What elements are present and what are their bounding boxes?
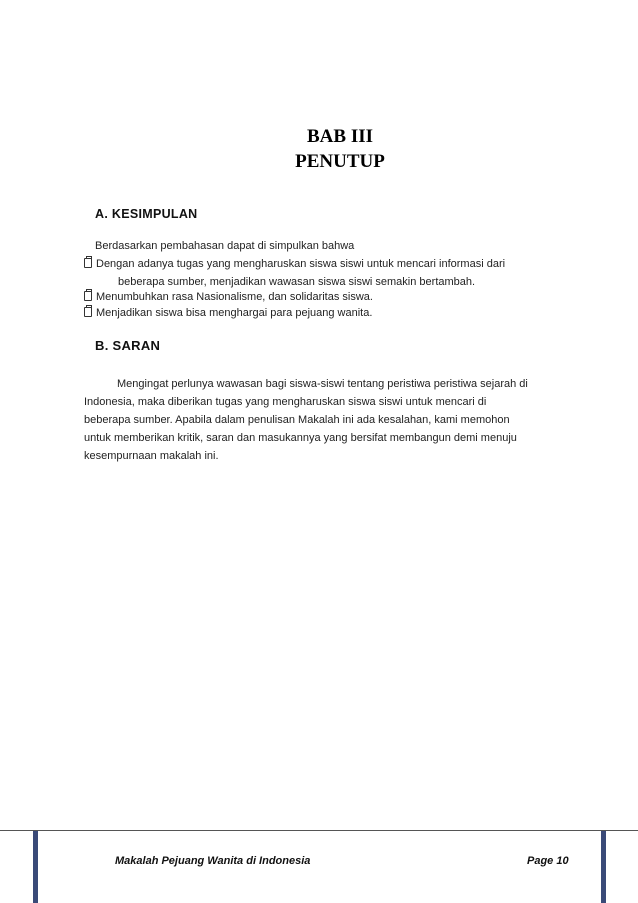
saran-paragraph-line: Mengingat perlunya wawasan bagi siswa-siswi tentang peristiwa peristiwa sejarah di [117, 378, 528, 390]
clipboard-bullet-icon [84, 307, 92, 317]
footer-left-bar [33, 831, 38, 903]
chapter-number: BAB III [307, 126, 373, 147]
footer-title: Makalah Pejuang Wanita di Indonesia [115, 855, 311, 867]
bullet-item-1-continuation: beberapa sumber, menjadikan wawasan siswa siswi semakin bertambah. [118, 276, 476, 288]
bullet-item-3 [84, 307, 372, 319]
saran-paragraph-line: kesempurnaan makalah ini. [84, 450, 219, 462]
bullet-item-1 [84, 258, 505, 270]
bullet-item-1-text: Dengan adanya tugas yang mengharuskan siswa siswi untuk mencari informasi dari [96, 258, 506, 270]
clipboard-bullet-icon [84, 258, 92, 268]
footer-right-bar [601, 831, 606, 903]
footer-page-number: Page 10 [527, 855, 569, 867]
footer-divider [0, 830, 638, 831]
bullet-item-2-text: Menumbuhkan rasa Nasionalisme, dan solidaritas siswa. [96, 291, 373, 303]
saran-paragraph-line: untuk memberikan kritik, saran dan masukannya yang bersifat membangun demi menuju [84, 432, 517, 444]
saran-paragraph-line: beberapa sumber. Apabila dalam penulisan Makalah ini ada kesalahan, kami memohon [84, 414, 510, 426]
bullet-item-2 [84, 291, 373, 303]
clipboard-bullet-icon [84, 291, 92, 301]
chapter-title: PENUTUP [295, 151, 385, 172]
section-b-heading: B. SARAN [95, 338, 161, 353]
section-a-intro: Berdasarkan pembahasan dapat di simpulkan bahwa [95, 240, 355, 252]
saran-paragraph-line: Indonesia, maka diberikan tugas yang mengharuskan siswa siswi untuk mencari di [84, 396, 487, 408]
bullet-item-3-text: Menjadikan siswa bisa menghargai para pejuang wanita. [96, 307, 373, 319]
section-a-heading: A. KESIMPULAN [95, 207, 198, 221]
